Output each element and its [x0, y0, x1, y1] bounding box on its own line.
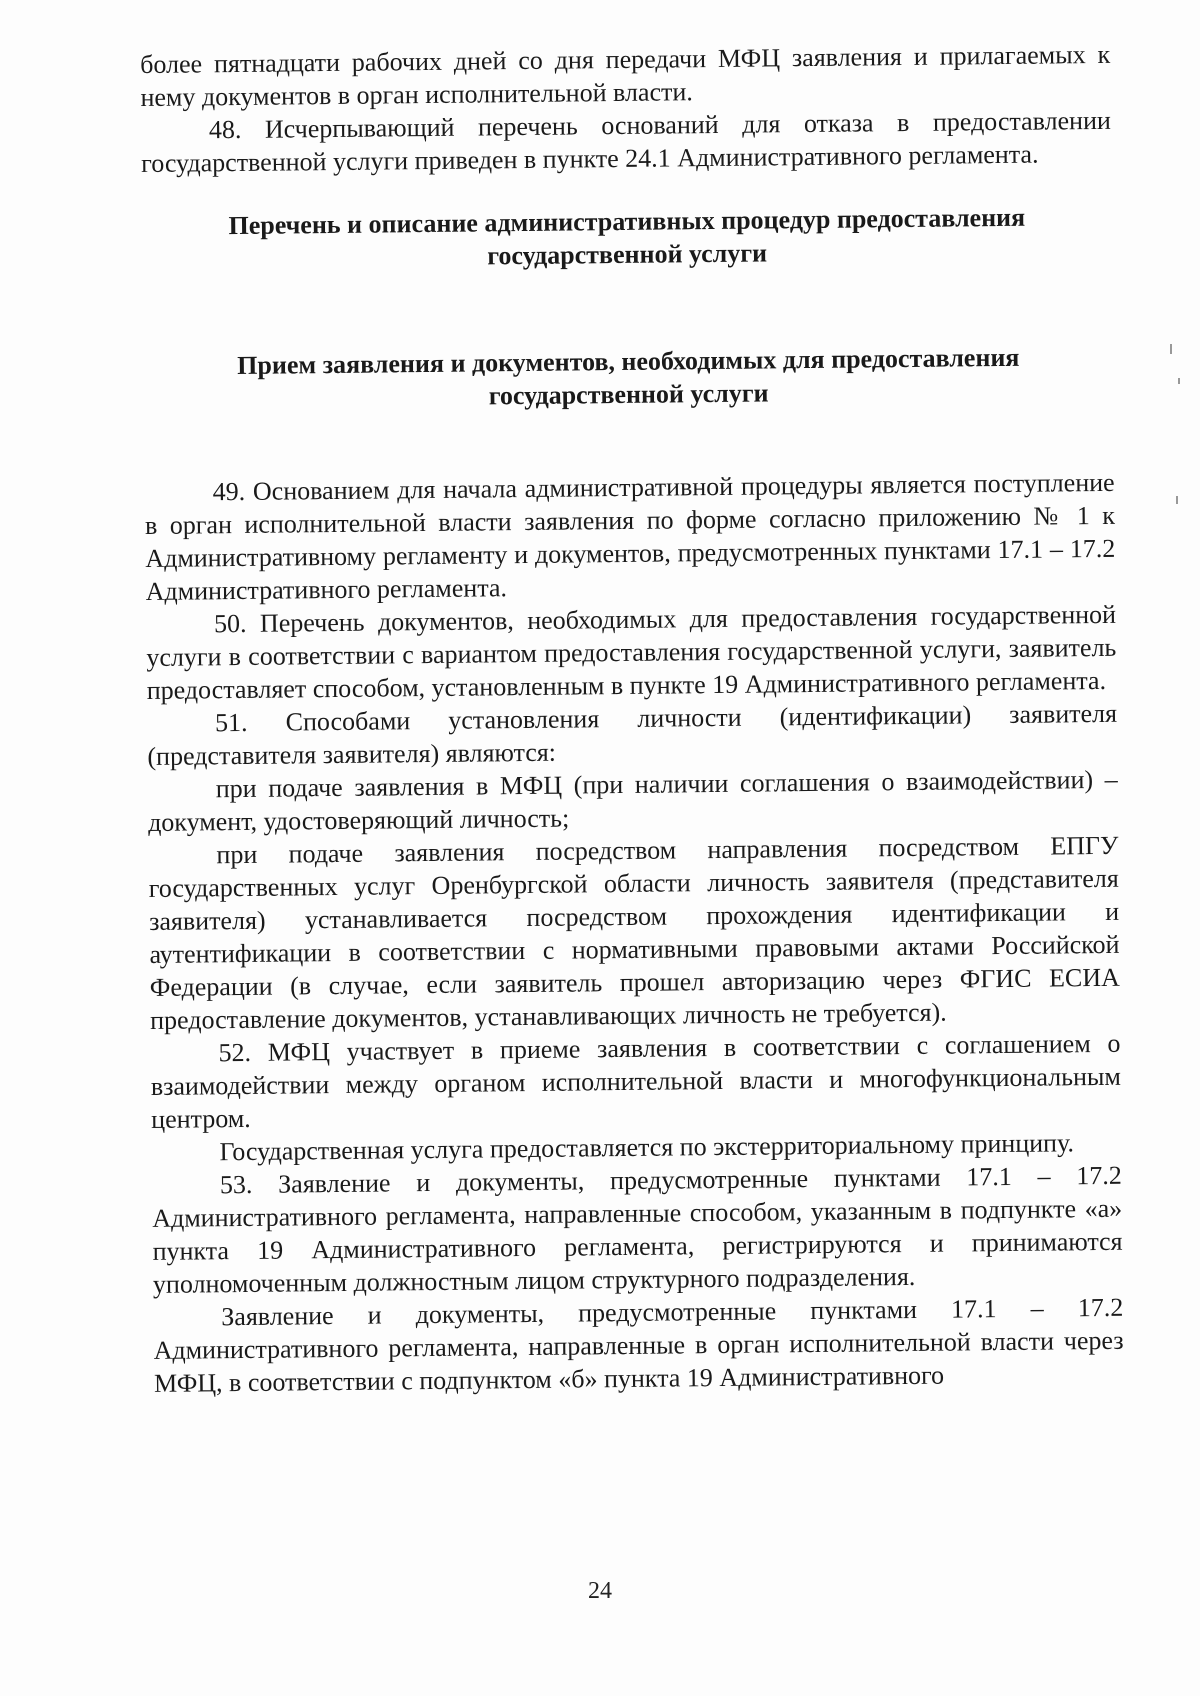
paragraph-51-mfc: при подаче заявления в МФЦ (при наличии соглашения о взаимодействии) – документ, удостоверяющий личность; — [147, 764, 1118, 837]
page-number: 24 — [588, 1578, 612, 1604]
paragraph-extraterritorial: Государственная услуга предоставляется по экстерриториальному принципу. — [219, 1128, 1075, 1167]
page-content — [140, 38, 1124, 1400]
scan-artifact — [1176, 496, 1178, 504]
heading-spacer — [144, 406, 1115, 476]
section-heading-procedures: Перечень и описание административных процедур предоставления государственной услуги — [228, 202, 1026, 271]
scan-artifact — [1170, 344, 1172, 354]
paragraph-51-epgu: при подаче заявления посредством направления посредством ЕПГУ государственных услуг Оренбургской области личность заявителя (представителя заявителя) устанавливается посредством прохождения идентификации и аутентификации в соответствии с нормативными правовыми актами Российской Федерации (в случае, если заявитель прошел авторизацию через ФГИС ЕСИА предоставление документов, устанавливающих личность не требуется). — [148, 830, 1120, 1035]
paragraph-50: 50. Перечень документов, необходимых для предоставления государственной услуги в соответствии с вариантом предоставления государственной услуги, заявитель предоставляет способом, установленным в пункте 19 Административного регламента. — [146, 599, 1117, 705]
scan-artifact — [1178, 378, 1180, 384]
paragraph-continuation: более пятнадцати рабочих дней со дня передачи МФЦ заявления и прилагаемых к нему документов в орган исполнительной власти. — [140, 39, 1111, 112]
paragraph-51: 51. Способами установления личности (идентификации) заявителя (представителя заявителя) являются: — [147, 698, 1118, 771]
paragraph-49: 49. Основанием для начала административной процедуры является поступление в орган исполнительной власти заявления по форме согласно приложению № 1 к Административному регламенту и документов, предусмотренных пунктами 17.1 – 17.2 Административного регламента. — [144, 467, 1116, 606]
paragraph-48: 48. Исчерпывающий перечень оснований для отказа в предоставлении государственной услуги приведен в пункте 24.1 Административного регламента. — [141, 105, 1111, 178]
paragraph-53: 53. Заявление и документы, предусмотренные пунктами 17.1 – 17.2 Административного регламента, направленные способом, указанным в подпункте «а» пункта 19 Административного регламента, регистрируются и принимаются уполномоченным должностным лицом структурного подразделения. — [152, 1160, 1123, 1299]
paragraph-53-mfc: Заявление и документы, предусмотренные пунктами 17.1 – 17.2 Административного регламента, направленные в орган исполнительной власти через МФЦ, в соответствии с подпунктом «б» пункта 19 Административного — [153, 1292, 1124, 1398]
paragraph-52: 52. МФЦ участвует в приеме заявления в соответствии с соглашением о взаимодействии между органом исполнительной власти и многофункциональным центром. — [150, 1028, 1121, 1134]
section-heading-reception: Прием заявления и документов, необходимых для предоставления государственной услуги — [237, 342, 1020, 411]
